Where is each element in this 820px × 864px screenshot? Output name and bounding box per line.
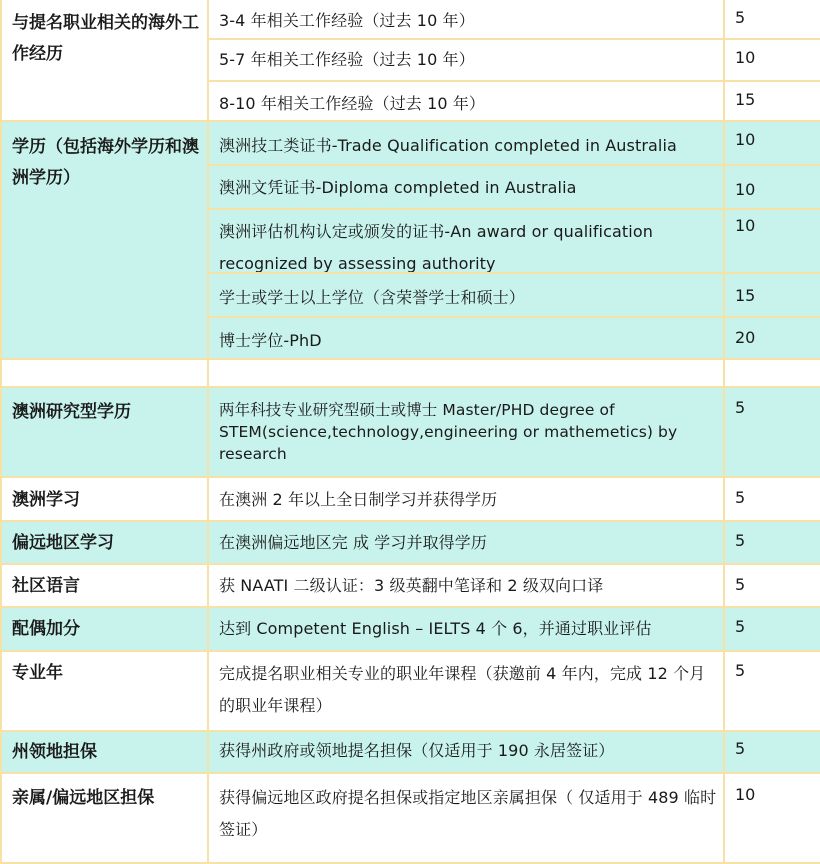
description-cell: 澳洲评估机构认定或颁发的证书-An award or qualification recognized by assessing authority: [209, 210, 725, 274]
description-cell: 澳洲技工类证书-Trade Qualification completed in Australia: [209, 122, 725, 166]
description-cell: 两年科技专业研究型硕士或博士 Master/PHD degree of STEM(science,technology,engineering or mathemetics) by research: [209, 388, 725, 478]
category-cell: 澳洲研究型学历: [2, 388, 209, 478]
points-cell: 5: [725, 652, 820, 732]
category-cell: 州领地担保: [2, 732, 209, 774]
points-cell: 5: [725, 565, 820, 608]
description-cell: 3-4 年相关工作经验（过去 10 年）: [209, 0, 725, 40]
points-cell: 10: [725, 210, 820, 274]
category-cell: 澳洲学习: [2, 478, 209, 522]
category-cell: 亲属/偏远地区担保: [2, 774, 209, 864]
points-cell: 10: [725, 166, 820, 210]
points-cell: 5: [725, 732, 820, 774]
empty-cell: [209, 360, 725, 388]
category-cell: 社区语言: [2, 565, 209, 608]
description-cell: 8-10 年相关工作经验（过去 10 年）: [209, 82, 725, 122]
points-cell: 10: [725, 122, 820, 166]
description-cell: 澳洲文凭证书-Diploma completed in Australia: [209, 166, 725, 210]
points-cell: 5: [725, 388, 820, 478]
description-cell: 获 NAATI 二级认证：3 级英翻中笔译和 2 级双向口译: [209, 565, 725, 608]
points-cell: 5: [725, 608, 820, 652]
points-cell: 20: [725, 318, 820, 360]
description-cell: 博士学位-PhD: [209, 318, 725, 360]
category-cell: 配偶加分: [2, 608, 209, 652]
description-cell: 在澳洲 2 年以上全日制学习并获得学历: [209, 478, 725, 522]
points-cell: 5: [725, 478, 820, 522]
points-cell: 10: [725, 774, 820, 864]
description-cell: 达到 Competent English – IELTS 4 个 6，并通过职业评估: [209, 608, 725, 652]
points-cell: 5: [725, 0, 820, 40]
category-cell: 偏远地区学习: [2, 522, 209, 565]
description-cell: 获得州政府或领地提名担保（仅适用于 190 永居签证）: [209, 732, 725, 774]
description-cell: 在澳洲偏远地区完 成 学习并取得学历: [209, 522, 725, 565]
description-cell: 5-7 年相关工作经验（过去 10 年）: [209, 40, 725, 82]
empty-cell: [2, 360, 209, 388]
empty-cell: [725, 360, 820, 388]
description-cell: 获得偏远地区政府提名担保或指定地区亲属担保（ 仅适用于 489 临时签证）: [209, 774, 725, 864]
category-cell: 学历（包括海外学历和澳洲学历）: [2, 122, 209, 360]
description-cell: 完成提名职业相关专业的职业年课程（获邀前 4 年内，完成 12 个月的职业年课程）: [209, 652, 725, 732]
category-cell: 与提名职业相关的海外工作经历: [2, 0, 209, 122]
points-cell: 15: [725, 274, 820, 318]
points-cell: 10: [725, 40, 820, 82]
description-cell: 学士或学士以上学位（含荣誉学士和硕士）: [209, 274, 725, 318]
points-cell: 15: [725, 82, 820, 122]
category-cell: 专业年: [2, 652, 209, 732]
points-cell: 5: [725, 522, 820, 565]
